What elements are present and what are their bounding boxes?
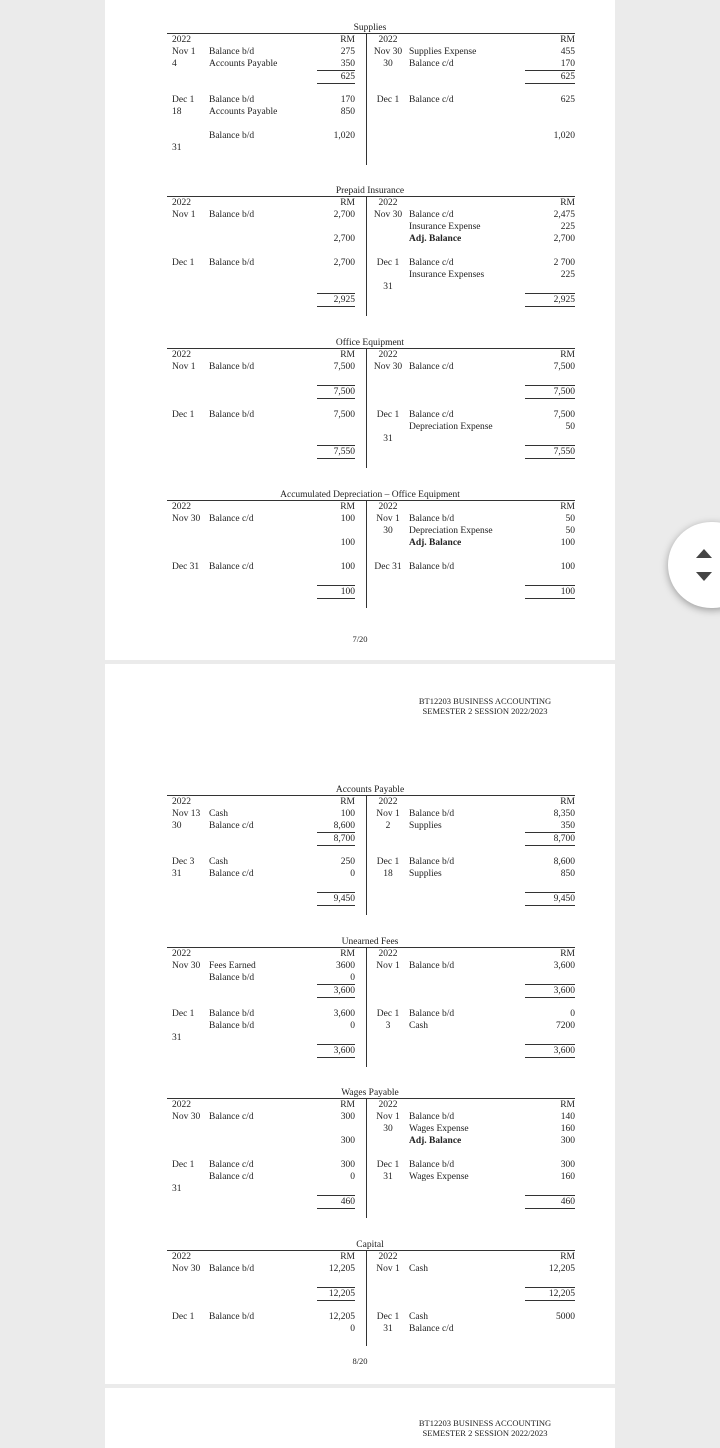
account-total: 625 bbox=[317, 70, 355, 84]
date-cell: 31 bbox=[172, 1033, 182, 1043]
amount-cell: 275 bbox=[340, 47, 355, 57]
date-cell: 2022 bbox=[378, 797, 398, 807]
t-account-divider bbox=[366, 1250, 367, 1346]
particulars-cell: Cash bbox=[409, 1312, 428, 1322]
date-cell: Dec 1 bbox=[376, 857, 400, 867]
amount-cell: 850 bbox=[560, 869, 575, 879]
amount-cell: 160 bbox=[560, 1124, 575, 1134]
particulars-cell: Balance b/d bbox=[209, 410, 255, 420]
particulars-cell: Depreciation Expense bbox=[409, 526, 493, 536]
t-account-divider bbox=[366, 500, 367, 608]
scroll-up-icon[interactable] bbox=[696, 549, 712, 558]
account-total: 7,550 bbox=[525, 445, 575, 459]
date-cell: Nov 30 bbox=[373, 47, 403, 57]
account-total: 8,700 bbox=[525, 832, 575, 846]
date-cell: Dec 1 bbox=[376, 1312, 400, 1322]
amount-cell: 170 bbox=[340, 95, 355, 105]
particulars-cell: Supplies bbox=[409, 869, 442, 879]
amount-cell: 2,700 bbox=[333, 258, 355, 268]
particulars-cell: Balance b/d bbox=[209, 1264, 255, 1274]
amount-cell: 3,600 bbox=[553, 961, 575, 971]
particulars-cell: Balance b/d bbox=[409, 514, 455, 524]
amount-cell: RM bbox=[340, 949, 355, 959]
document-page-7 bbox=[105, 0, 615, 660]
session-title: SEMESTER 2 SESSION 2022/2023 bbox=[422, 706, 548, 716]
course-title: BT12203 BUSINESS ACCOUNTING bbox=[418, 1418, 552, 1428]
account-title: Accumulated Depreciation – Office Equipment bbox=[280, 490, 460, 500]
date-cell: Dec 1 bbox=[172, 1312, 195, 1322]
date-cell: 2022 bbox=[172, 350, 191, 360]
date-cell: 2 bbox=[385, 821, 391, 831]
date-cell: Nov 1 bbox=[376, 514, 400, 524]
page-number: 8/20 bbox=[352, 1356, 368, 1366]
account-title: Unearned Fees bbox=[341, 937, 399, 947]
account-total: 12,205 bbox=[317, 1287, 355, 1301]
amount-cell: 100 bbox=[560, 538, 575, 548]
particulars-cell: Wages Expense bbox=[409, 1172, 469, 1182]
amount-cell: 0 bbox=[350, 1324, 355, 1334]
account-total: 7,500 bbox=[317, 385, 355, 399]
particulars-cell: Balance b/d bbox=[209, 95, 255, 105]
amount-cell: RM bbox=[340, 1100, 355, 1110]
amount-cell: 8,600 bbox=[333, 821, 355, 831]
amount-cell: 300 bbox=[560, 1160, 575, 1170]
date-cell: Dec 31 bbox=[172, 562, 200, 572]
amount-cell: 7,500 bbox=[333, 410, 355, 420]
date-cell: Nov 30 bbox=[172, 1112, 201, 1122]
amount-cell: 100 bbox=[340, 809, 355, 819]
account-total: 460 bbox=[317, 1195, 355, 1209]
amount-cell: 50 bbox=[565, 422, 575, 432]
date-cell: 30 bbox=[383, 526, 393, 536]
date-cell: 31 bbox=[172, 143, 182, 153]
particulars-cell: Insurance Expense bbox=[409, 222, 481, 232]
date-cell: Dec 1 bbox=[172, 1009, 195, 1019]
particulars-cell: Cash bbox=[409, 1264, 428, 1274]
date-cell: 2022 bbox=[378, 1252, 398, 1262]
amount-cell: RM bbox=[340, 1252, 355, 1262]
date-cell: Dec 1 bbox=[172, 1160, 195, 1170]
particulars-cell: Balance c/d bbox=[409, 95, 454, 105]
account-title: Accounts Payable bbox=[335, 785, 405, 795]
amount-cell: 0 bbox=[350, 973, 355, 983]
account-total: 625 bbox=[525, 70, 575, 84]
account-total: 3,600 bbox=[317, 984, 355, 998]
amount-cell: 625 bbox=[560, 95, 575, 105]
account-total: 8,700 bbox=[317, 832, 355, 846]
amount-cell: RM bbox=[340, 198, 355, 208]
account-total: 3,600 bbox=[317, 1044, 355, 1058]
particulars-cell: Wages Expense bbox=[409, 1124, 469, 1134]
amount-cell: 3600 bbox=[336, 961, 355, 971]
date-cell: 18 bbox=[383, 869, 393, 879]
amount-cell: 7,500 bbox=[553, 362, 575, 372]
date-cell: Dec 1 bbox=[376, 258, 400, 268]
date-cell: Nov 30 bbox=[172, 514, 201, 524]
date-cell: 31 bbox=[172, 869, 182, 879]
date-cell: Dec 1 bbox=[172, 258, 195, 268]
particulars-cell: Insurance Expenses bbox=[409, 270, 485, 280]
date-cell: 2022 bbox=[378, 949, 398, 959]
account-total: 7,550 bbox=[317, 445, 355, 459]
date-cell: Dec 31 bbox=[374, 562, 402, 572]
particulars-cell: Balance b/d bbox=[209, 258, 255, 268]
particulars-cell: Balance c/d bbox=[409, 410, 454, 420]
amount-cell: 1,020 bbox=[553, 131, 575, 141]
date-cell: 30 bbox=[383, 59, 393, 69]
amount-cell: 0 bbox=[350, 869, 355, 879]
particulars-cell: Balance c/d bbox=[409, 362, 454, 372]
date-cell: Nov 13 bbox=[172, 809, 201, 819]
particulars-cell: Cash bbox=[209, 809, 228, 819]
particulars-cell: Accounts Payable bbox=[209, 107, 278, 117]
amount-cell: 7200 bbox=[556, 1021, 575, 1031]
particulars-cell: Adj. Balance bbox=[409, 234, 462, 244]
particulars-cell: Balance b/d bbox=[209, 210, 255, 220]
amount-cell: RM bbox=[560, 502, 575, 512]
scroll-down-icon[interactable] bbox=[696, 572, 712, 581]
particulars-cell: Balance b/d bbox=[409, 562, 455, 572]
date-cell: 30 bbox=[172, 821, 182, 831]
document-page-9 bbox=[105, 1388, 615, 1448]
amount-cell: 140 bbox=[560, 1112, 575, 1122]
amount-cell: RM bbox=[340, 350, 355, 360]
date-cell: 2022 bbox=[378, 35, 398, 45]
amount-cell: 250 bbox=[340, 857, 355, 867]
date-cell: Nov 1 bbox=[376, 961, 400, 971]
account-total: 460 bbox=[525, 1195, 575, 1209]
date-cell: 18 bbox=[172, 107, 182, 117]
particulars-cell: Balance b/d bbox=[209, 1312, 255, 1322]
particulars-cell: Balance b/d bbox=[409, 809, 455, 819]
particulars-cell: Balance b/d bbox=[209, 1021, 255, 1031]
particulars-cell: Balance c/d bbox=[209, 869, 254, 879]
amount-cell: RM bbox=[560, 1252, 575, 1262]
account-total: 3,600 bbox=[525, 1044, 575, 1058]
account-total: 7,500 bbox=[525, 385, 575, 399]
date-cell: 2022 bbox=[172, 1100, 191, 1110]
date-cell: Nov 30 bbox=[373, 362, 403, 372]
amount-cell: 12,205 bbox=[548, 1264, 575, 1274]
date-cell: Dec 1 bbox=[376, 410, 400, 420]
date-cell: 2022 bbox=[172, 35, 191, 45]
date-cell: Dec 1 bbox=[172, 410, 195, 420]
amount-cell: 170 bbox=[560, 59, 575, 69]
particulars-cell: Balance c/d bbox=[209, 514, 254, 524]
account-total: 9,450 bbox=[317, 892, 355, 906]
scroll-navigation-button[interactable] bbox=[668, 522, 720, 608]
date-cell: 2022 bbox=[378, 502, 398, 512]
amount-cell: 160 bbox=[560, 1172, 575, 1182]
account-total: 3,600 bbox=[525, 984, 575, 998]
date-cell: 2022 bbox=[172, 1252, 191, 1262]
date-cell: 2022 bbox=[172, 797, 191, 807]
amount-cell: 8,350 bbox=[553, 809, 575, 819]
date-cell: 2022 bbox=[378, 350, 398, 360]
date-cell: 31 bbox=[383, 282, 393, 292]
amount-cell: RM bbox=[560, 350, 575, 360]
particulars-cell: Balance b/d bbox=[209, 973, 255, 983]
particulars-cell: Balance b/d bbox=[209, 362, 255, 372]
particulars-cell: Balance c/d bbox=[209, 1112, 254, 1122]
amount-cell: 0 bbox=[350, 1021, 355, 1031]
amount-cell: 455 bbox=[560, 47, 575, 57]
t-account-divider bbox=[366, 196, 367, 316]
amount-cell: RM bbox=[340, 35, 355, 45]
date-cell: Nov 1 bbox=[376, 1264, 400, 1274]
date-cell: Nov 1 bbox=[376, 809, 400, 819]
amount-cell: 1,020 bbox=[333, 131, 355, 141]
amount-cell: RM bbox=[560, 797, 575, 807]
particulars-cell: Balance c/d bbox=[209, 1172, 254, 1182]
particulars-cell: Balance b/d bbox=[209, 47, 255, 57]
account-title: Wages Payable bbox=[341, 1088, 399, 1098]
t-account-divider bbox=[366, 348, 367, 468]
date-cell: 4 bbox=[172, 59, 177, 69]
date-cell: 2022 bbox=[378, 1100, 398, 1110]
particulars-cell: Adj. Balance bbox=[409, 1136, 462, 1146]
amount-cell: 100 bbox=[340, 514, 355, 524]
amount-cell: RM bbox=[340, 797, 355, 807]
amount-cell: 225 bbox=[560, 270, 575, 280]
amount-cell: 225 bbox=[560, 222, 575, 232]
amount-cell: 300 bbox=[340, 1160, 355, 1170]
particulars-cell: Fees Earned bbox=[209, 961, 256, 971]
particulars-cell: Balance b/d bbox=[409, 857, 455, 867]
account-total: 9,450 bbox=[525, 892, 575, 906]
amount-cell: 5000 bbox=[556, 1312, 575, 1322]
amount-cell: 7,500 bbox=[553, 410, 575, 420]
amount-cell: 2,700 bbox=[333, 210, 355, 220]
t-account-divider bbox=[366, 947, 367, 1067]
amount-cell: 2,700 bbox=[553, 234, 575, 244]
date-cell: 2022 bbox=[172, 502, 191, 512]
amount-cell: 3,600 bbox=[333, 1009, 355, 1019]
particulars-cell: Balance b/d bbox=[209, 131, 255, 141]
date-cell: Nov 30 bbox=[373, 210, 403, 220]
date-cell: Dec 1 bbox=[376, 1009, 400, 1019]
date-cell: Nov 30 bbox=[172, 961, 201, 971]
date-cell: 30 bbox=[383, 1124, 393, 1134]
date-cell: 2022 bbox=[172, 949, 191, 959]
amount-cell: RM bbox=[340, 502, 355, 512]
amount-cell: 50 bbox=[565, 514, 575, 524]
date-cell: 31 bbox=[383, 434, 393, 444]
document-page-8 bbox=[105, 664, 615, 1384]
t-account-divider bbox=[366, 1098, 367, 1218]
amount-cell: 100 bbox=[340, 538, 355, 548]
date-cell: Nov 1 bbox=[172, 210, 196, 220]
account-total: 2,925 bbox=[317, 293, 355, 307]
account-title: Office Equipment bbox=[335, 338, 405, 348]
date-cell: Dec 1 bbox=[376, 95, 400, 105]
particulars-cell: Balance c/d bbox=[209, 1160, 254, 1170]
t-account-divider bbox=[366, 795, 367, 915]
amount-cell: 850 bbox=[340, 107, 355, 117]
particulars-cell: Balance c/d bbox=[209, 821, 254, 831]
course-header bbox=[410, 696, 560, 716]
account-title: Capital bbox=[356, 1240, 384, 1250]
particulars-cell: Depreciation Expense bbox=[409, 422, 493, 432]
amount-cell: 300 bbox=[340, 1136, 355, 1146]
amount-cell: RM bbox=[560, 198, 575, 208]
date-cell: 2022 bbox=[378, 198, 398, 208]
amount-cell: 300 bbox=[340, 1112, 355, 1122]
date-cell: Dec 1 bbox=[172, 95, 195, 105]
date-cell: 31 bbox=[383, 1324, 393, 1334]
particulars-cell: Balance b/d bbox=[409, 1160, 455, 1170]
particulars-cell: Adj. Balance bbox=[409, 538, 462, 548]
amount-cell: 2 700 bbox=[553, 258, 575, 268]
particulars-cell: Cash bbox=[209, 857, 228, 867]
date-cell: Nov 30 bbox=[172, 1264, 201, 1274]
amount-cell: RM bbox=[560, 1100, 575, 1110]
amount-cell: 7,500 bbox=[333, 362, 355, 372]
amount-cell: 350 bbox=[560, 821, 575, 831]
date-cell: Dec 3 bbox=[172, 857, 195, 867]
amount-cell: 50 bbox=[565, 526, 575, 536]
particulars-cell: Balance b/d bbox=[409, 961, 455, 971]
course-title: BT12203 BUSINESS ACCOUNTING bbox=[418, 696, 552, 706]
date-cell: Dec 1 bbox=[376, 1160, 400, 1170]
amount-cell: 300 bbox=[560, 1136, 575, 1146]
particulars-cell: Supplies bbox=[409, 821, 442, 831]
particulars-cell: Balance c/d bbox=[209, 562, 254, 572]
particulars-cell: Balance c/d bbox=[409, 1324, 454, 1334]
date-cell: 31 bbox=[172, 1184, 182, 1194]
particulars-cell: Balance c/d bbox=[409, 59, 454, 69]
course-header bbox=[410, 1418, 560, 1438]
amount-cell: 8,600 bbox=[553, 857, 575, 867]
date-cell: Nov 1 bbox=[172, 47, 196, 57]
particulars-cell: Supplies Expense bbox=[409, 47, 477, 57]
particulars-cell: Balance b/d bbox=[409, 1009, 455, 1019]
amount-cell: RM bbox=[560, 949, 575, 959]
account-title: Supplies bbox=[353, 23, 387, 33]
amount-cell: RM bbox=[560, 35, 575, 45]
t-account-divider bbox=[366, 33, 367, 165]
account-total: 100 bbox=[317, 585, 355, 599]
amount-cell: 0 bbox=[350, 1172, 355, 1182]
amount-cell: 12,205 bbox=[328, 1264, 355, 1274]
particulars-cell: Accounts Payable bbox=[209, 59, 278, 69]
amount-cell: 2,475 bbox=[553, 210, 575, 220]
amount-cell: 100 bbox=[560, 562, 575, 572]
account-total: 2,925 bbox=[525, 293, 575, 307]
particulars-cell: Balance c/d bbox=[409, 258, 454, 268]
particulars-cell: Balance b/d bbox=[209, 1009, 255, 1019]
amount-cell: 100 bbox=[340, 562, 355, 572]
amount-cell: 2,700 bbox=[333, 234, 355, 244]
account-total: 12,205 bbox=[525, 1287, 575, 1301]
account-title: Prepaid Insurance bbox=[335, 186, 405, 196]
session-title: SEMESTER 2 SESSION 2022/2023 bbox=[422, 1428, 548, 1438]
page-number: 7/20 bbox=[352, 634, 368, 644]
amount-cell: 350 bbox=[340, 59, 355, 69]
amount-cell: 12,205 bbox=[328, 1312, 355, 1322]
particulars-cell: Balance c/d bbox=[409, 210, 454, 220]
date-cell: 31 bbox=[383, 1172, 393, 1182]
particulars-cell: Cash bbox=[409, 1021, 428, 1031]
date-cell: 3 bbox=[385, 1021, 391, 1031]
date-cell: Nov 1 bbox=[172, 362, 196, 372]
amount-cell: 0 bbox=[570, 1009, 575, 1019]
date-cell: 2022 bbox=[172, 198, 191, 208]
account-total: 100 bbox=[525, 585, 575, 599]
particulars-cell: Balance b/d bbox=[409, 1112, 455, 1122]
date-cell: Nov 1 bbox=[376, 1112, 400, 1122]
